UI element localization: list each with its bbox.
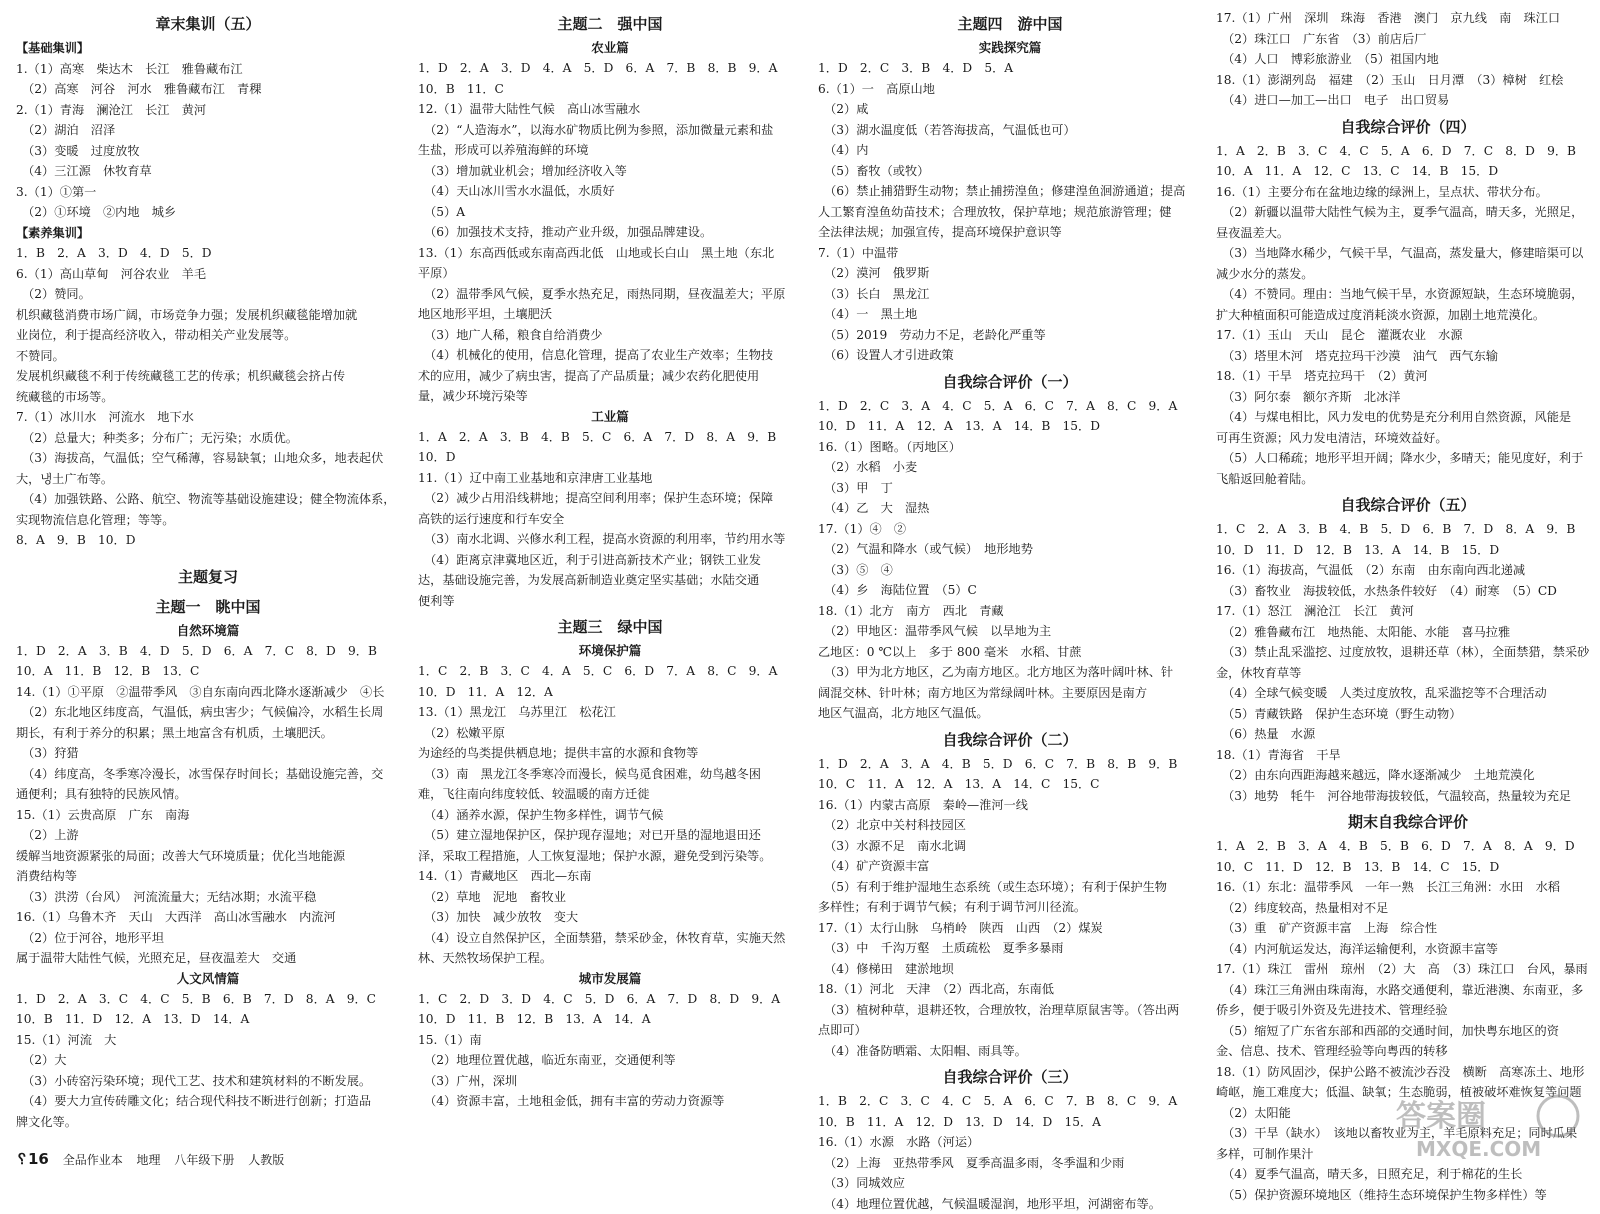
answer-line: （2）珠江口 广东省 （3）前店后厂	[1216, 29, 1600, 50]
answer-line: （4）人口 博彩旅游业 （5）祖国内地	[1216, 49, 1600, 70]
answer-line: 实现物流信息化管理；等等。	[16, 510, 400, 531]
answer-line: 全法律法规；加强宣传，提高环境保护意识等	[818, 222, 1202, 243]
answer-line: 金，休牧育草等	[1216, 663, 1600, 684]
page-number: ␦16	[16, 1150, 49, 1168]
book-grade: 八年级下册	[174, 1153, 234, 1167]
answer-line: （3）地广人稀，粮食自给消费少	[418, 325, 802, 346]
answer-line: 1．D 2．C 3．A 4．C 5．A 6．C 7．A 8．C 9．A	[818, 396, 1202, 417]
answer-line: 16.（1）内蒙古高原 秦岭—淮河一线	[818, 795, 1202, 816]
answer-line: 1．B 2．A 3．D 4．D 5．D	[16, 243, 400, 264]
answer-line: （5）畜牧（或牧）	[818, 161, 1202, 182]
answer-line: 崎岖，施工难度大；低温、缺氧；生态脆弱，植被破坏难恢复等问题	[1216, 1082, 1600, 1103]
answer-line: 金、信息、技术、管理经验等向粤西的转移	[1216, 1041, 1600, 1062]
answer-line: （3）狩猎	[16, 743, 400, 764]
column-3	[818, 8, 1202, 1214]
answer-line: 阔混交林、针叶林；南方地区为常绿阔叶林。主要原因是南方	[818, 683, 1202, 704]
answer-line: （4）纬度高，冬季寒冷漫长，冰雪保存时间长；基础设施完善，交	[16, 764, 400, 785]
answer-line: 人工繁育湟鱼幼苗技术；合理放牧，保护草地；规范旅游管理；健	[818, 202, 1202, 223]
answer-line: （2）漠河 俄罗斯	[818, 263, 1202, 284]
answer-line: （2）总量大；种类多；分布广；无污染；水质优。	[16, 428, 400, 449]
answer-line: 牌文化等。	[16, 1112, 400, 1133]
answer-line: （3）同城效应	[818, 1173, 1202, 1194]
section-heading: 章末集训（五）	[16, 10, 400, 38]
section-heading: 自我综合评价（四）	[1216, 113, 1600, 141]
answer-line: （2）雅鲁藏布江 地热能、太阳能、水能 喜马拉雅	[1216, 622, 1600, 643]
section-heading: 主题三 绿中国	[418, 613, 802, 641]
section-heading: 主题二 强中国	[418, 10, 802, 38]
answer-line: 1．D 2．A 3．C 4．C 5．B 6．B 7．D 8．A 9．C	[16, 989, 400, 1010]
answer-line: 7.（1）中温带	[818, 243, 1202, 264]
answer-line: 大，냉土广布等。	[16, 469, 400, 490]
answer-line: 2.（1）青海 澜沧江 长江 黄河	[16, 100, 400, 121]
answer-line: （4）涵养水源，保护生物多样性，调节气候	[418, 805, 802, 826]
section-heading: 自我综合评价（五）	[1216, 491, 1600, 519]
answer-line: （3）中 千沟万壑 土质疏松 夏季多暴雨	[818, 938, 1202, 959]
answer-line: （2）位于河谷，地形平坦	[16, 928, 400, 949]
answer-line: （4）与煤电相比，风力发电的优势是充分利用自然资源，风能是	[1216, 407, 1600, 428]
answer-line: 10．A 11．A 12．C 13．C 14．B 15．D	[1216, 161, 1600, 182]
answer-line: 10．D 11．D 12．B 13．A 14．B 15．D	[1216, 540, 1600, 561]
answer-line: 1．A 2．B 3．A 4．B 5．B 6．D 7．A 8．A 9．D	[1216, 836, 1600, 857]
answer-line: 1．B 2．C 3．C 4．C 5．A 6．C 7．B 8．C 9．A	[818, 1091, 1202, 1112]
answer-line: 林、天然牧场保护工程。	[418, 948, 802, 969]
answer-line: 16.（1）图略。（丙地区）	[818, 437, 1202, 458]
answer-line: （4）夏季气温高，晴天多，日照充足，利于棉花的生长	[1216, 1164, 1600, 1185]
answer-line: 1．D 2．C 3．B 4．D 5．A	[818, 58, 1202, 79]
answer-line: （3）甲为北方地区，乙为南方地区。北方地区为落叶阔叶林、针	[818, 662, 1202, 683]
answer-line: （4）距离京津冀地区近，利于引进高新技术产业；钢铁工业发	[418, 550, 802, 571]
answer-line: （4）进口—加工—出口 电子 出口贸易	[1216, 90, 1600, 111]
answer-line: 为途经的鸟类提供栖息地；提供丰富的水源和食物等	[418, 743, 802, 764]
answer-line: 18.（1）青海省 干旱	[1216, 745, 1600, 766]
answer-line: （2）水稻 小麦	[818, 457, 1202, 478]
answer-line: （3）变暖 过度放牧	[16, 141, 400, 162]
answer-line: （3）水源不足 南水北调	[818, 836, 1202, 857]
answer-line: 10．D	[418, 447, 802, 468]
answer-line: （3）南水北调、兴修水利工程，提高水资源的利用率，节约用水等	[418, 529, 802, 550]
answer-line: 16.（1）海拔高，气温低 （2）东南 由东南向西北递减	[1216, 560, 1600, 581]
answer-line: （5）2019 劳动力不足，老龄化严重等	[818, 325, 1202, 346]
answer-line: （3）阿尔泰 额尔齐斯 北冰洋	[1216, 387, 1600, 408]
answer-line: 发展机织藏毯不利于传统藏毯工艺的传承；机织藏毯会挤占传	[16, 366, 400, 387]
section-spacer	[16, 551, 400, 561]
answer-line: （2）温带季风气候，夏季水热充足，雨热同期，昼夜温差大；平原	[418, 284, 802, 305]
answer-line: 地区气温高，北方地区气温低。	[818, 703, 1202, 724]
answer-line: 10．D 11．A 12．A	[418, 682, 802, 703]
answer-line: 13.（1）黑龙江 乌苏里江 松花江	[418, 702, 802, 723]
section-heading: 工业篇	[418, 407, 802, 427]
column-1	[16, 8, 400, 1132]
answer-line: 15.（1）南	[418, 1030, 802, 1051]
answer-line: （4）资源丰富，土地租金低，拥有丰富的劳动力资源等	[418, 1091, 802, 1112]
answer-line: 18.（1）干旱 塔克拉玛干 （2）黄河	[1216, 366, 1600, 387]
answer-line: （2）东北地区纬度高，气温低，病虫害少；气候偏冷，水稻生长周	[16, 702, 400, 723]
section-heading: 主题四 游中国	[818, 10, 1202, 38]
answer-line: 扩大种植面积可能造成过度消耗淡水资源，加剧土地荒漠化。	[1216, 305, 1600, 326]
answer-line: （3）植树种草，退耕还牧，合理放牧，治理草原鼠害等。（答出两	[818, 1000, 1202, 1021]
answer-line: 缓解当地资源紧张的局面；改善大气环境质量；优化当地能源	[16, 846, 400, 867]
answer-line: 16.（1）东北：温带季风 一年一熟 长江三角洲：水田 水稻	[1216, 877, 1600, 898]
answer-line: （4）内	[818, 140, 1202, 161]
answer-line: 1．C 2．B 3．C 4．A 5．C 6．D 7．A 8．C 9．A	[418, 661, 802, 682]
watermark-text: 答案圈	[1396, 1099, 1486, 1134]
answer-line: （5）人口稀疏；地形平坦开阔；降水少，多晴天；能见度好，利于	[1216, 448, 1600, 469]
answer-line: 消费结构等	[16, 866, 400, 887]
answer-line: （3）禁止乱采滥挖、过度放牧，退耕还草（林），全面禁猎，禁采砂	[1216, 642, 1600, 663]
answer-line: （2）减少占用沿线耕地；提高空间利用率；保护生态环境；保障	[418, 488, 802, 509]
answer-line: （4）内河航运发达，海洋运输便利，水资源丰富等	[1216, 939, 1600, 960]
answer-line: （2）大	[16, 1050, 400, 1071]
answer-line: （5）建立湿地保护区，保护现存湿地；对已开垦的湿地退田还	[418, 825, 802, 846]
watermark-logo	[1386, 1092, 1586, 1164]
answer-line: （3）畜牧业 海拔较低，水热条件较好 （4）耐寒 （5）CD	[1216, 581, 1600, 602]
answer-line: （4）加强铁路、公路、航空、物流等基础设施建设；健全物流体系，	[16, 489, 400, 510]
answer-line: （2）纬度较高，热量相对不足	[1216, 898, 1600, 919]
answer-line: （3）洪涝（台风） 河流流量大；无结冰期；水流平稳	[16, 887, 400, 908]
answer-line: （6）设置人才引进政策	[818, 345, 1202, 366]
answer-line: 10．B 11．A 12．D 13．D 14．D 15．A	[818, 1112, 1202, 1133]
answer-line: （3）地势 牦牛 河谷地带海拔较低，气温较高，热量较为充足	[1216, 786, 1600, 807]
section-heading: 人文风情篇	[16, 969, 400, 989]
answer-line: 10．C 11．A 12．A 13．A 14．C 15．C	[818, 774, 1202, 795]
answer-line: 10．C 11．D 12．B 13．B 14．C 15．D	[1216, 857, 1600, 878]
answer-line: （2）赞同。	[16, 284, 400, 305]
answer-line: 17.（1）珠江 雷州 琼州 （2）大 高 （3）珠江口 台风，暴雨	[1216, 959, 1600, 980]
answer-line: （6）加强技术支持，推动产业升级，加强品牌建设。	[418, 222, 802, 243]
answer-line: 12.（1）温带大陆性气候 高山冰雪融水	[418, 99, 802, 120]
section-heading: 城市发展篇	[418, 969, 802, 989]
answer-line: （4）乡 海陆位置 （5）C	[818, 580, 1202, 601]
answer-line: 3.（1）①第一	[16, 182, 400, 203]
answer-line: （2）由东向西距海越来越远，降水逐渐减少 土地荒漠化	[1216, 765, 1600, 786]
answer-line: 10．A 11．B 12．B 13．C	[16, 661, 400, 682]
answer-line: （5）A	[418, 202, 802, 223]
answer-line: （6）热量 水源	[1216, 724, 1600, 745]
answer-line: （2）上海 亚热带季风 夏季高温多雨，冬季温和少雨	[818, 1153, 1202, 1174]
answer-line: （4）机械化的使用，信息化管理，提高了农业生产效率；生物技	[418, 345, 802, 366]
answer-line: 期长，有利于养分的积累；黑土地富含有机质，土壤肥沃。	[16, 723, 400, 744]
answer-line: （2）①环境 ②内地 城乡	[16, 202, 400, 223]
answer-line: 6.（1）一 高原山地	[818, 79, 1202, 100]
answer-line: （3）长白 黑龙江	[818, 284, 1202, 305]
book-edition: 人教版	[248, 1153, 284, 1167]
answer-line: 不赞同。	[16, 346, 400, 367]
section-heading: 实践探究篇	[818, 38, 1202, 58]
answer-line: （3）增加就业机会；增加经济收入等	[418, 161, 802, 182]
answer-line: 乙地区：0 ℃以上 多于 800 毫米 水稻、甘蔗	[818, 642, 1202, 663]
section-heading: 自我综合评价（三）	[818, 1063, 1202, 1091]
answer-line: 业岗位，利于提高经济收入，带动相关产业发展等。	[16, 325, 400, 346]
book-series: 全品作业本	[63, 1153, 123, 1167]
section-heading: 自我综合评价（一）	[818, 368, 1202, 396]
answer-line: 7.（1）冰川水 河流水 地下水	[16, 407, 400, 428]
answer-line: （5）缩短了广东省东部和西部的交通时间，加快粤东地区的资	[1216, 1021, 1600, 1042]
section-heading: 农业篇	[418, 38, 802, 58]
answer-line: （3）海拔高，气温低；空气稀薄，容易缺氧；山地众多，地表起伏	[16, 448, 400, 469]
answer-line: 地区地形平坦，土壤肥沃	[418, 304, 802, 325]
answer-line: 16.（1）水源 水路（河运）	[818, 1132, 1202, 1153]
answer-line: （3）小砖窑污染环境；现代工艺、技术和建筑材料的不断发展。	[16, 1071, 400, 1092]
section-heading: 自我综合评价（二）	[818, 726, 1202, 754]
answer-line: 1.（1）高寒 柴达木 长江 雅鲁藏布江	[16, 59, 400, 80]
answer-line: （4）全球气候变暖 人类过度放牧，乱采滥挖等不合理活动	[1216, 683, 1600, 704]
answer-line: 量，减少环境污染等	[418, 386, 802, 407]
answer-line: （4）修梯田 建淤地坝	[818, 959, 1202, 980]
answer-line: 1．C 2．D 3．D 4．C 5．D 6．A 7．D 8．D 9．A	[418, 989, 802, 1010]
answer-line: 泽，采取工程措施，人工恢复湿地；保护水源，避免受到污染等。	[418, 846, 802, 867]
watermark-url: MXQE.COM	[1416, 1137, 1541, 1161]
section-heading: 期末自我综合评价	[1216, 808, 1600, 836]
answer-line: （2）草地 泥地 畜牧业	[418, 887, 802, 908]
answer-line: 1．A 2．B 3．C 4．C 5．A 6．D 7．C 8．D 9．B	[1216, 141, 1600, 162]
answer-line: （2）松嫩平原	[418, 723, 802, 744]
answer-line: 1．D 2．A 3．D 4．A 5．D 6．A 7．B 8．B 9．A	[418, 58, 802, 79]
answer-line: 14.（1）①平原 ②温带季风 ③自东南向西北降水逐渐减少 ④长	[16, 682, 400, 703]
answer-line: （3）甲 丁	[818, 478, 1202, 499]
column-4	[1216, 8, 1600, 1205]
answer-line: 1．D 2．A 3．B 4．D 5．D 6．A 7．C 8．D 9．B	[16, 641, 400, 662]
answer-line: 点即可）	[818, 1020, 1202, 1041]
answer-line: 平原）	[418, 263, 802, 284]
section-heading: 主题复习	[16, 563, 400, 591]
answer-line: 1．D 2．A 3．A 4．B 5．D 6．C 7．B 8．B 9．B	[818, 754, 1202, 775]
answer-line: 多样性；有利于调节气候；有利于调节河川径流。	[818, 897, 1202, 918]
answer-line: 15.（1）河流 大	[16, 1030, 400, 1051]
answer-line: （3）南 黑龙江冬季寒冷而漫长，候鸟觅食困难，幼鸟越冬困	[418, 764, 802, 785]
answer-line: （4）不赞同。理由：当地气候干旱，水资源短缺，生态环境脆弱，	[1216, 284, 1600, 305]
answer-line: 多样，可制作果汁	[1216, 1144, 1600, 1165]
answer-line: （3）湖水温度低（若答海拔高，气温低也可）	[818, 120, 1202, 141]
answer-line: （3）重 矿产资源丰富 上海 综合性	[1216, 918, 1600, 939]
answer-line: （2）高寒 河谷 河水 雅鲁藏布江 青稞	[16, 79, 400, 100]
answer-line: （4）设立自然保护区，全面禁猎，禁采砂金，休牧育草，实施天然	[418, 928, 802, 949]
answer-line: 10．D 11．A 12．A 13．A 14．B 15．D	[818, 416, 1202, 437]
answer-line: 6.（1）高山草甸 河谷农业 羊毛	[16, 264, 400, 285]
answer-line: （2）湖泊 沼泽	[16, 120, 400, 141]
answer-line: 属于温带大陆性气候，光照充足，昼夜温差大 交通	[16, 948, 400, 969]
answer-line: 10．B 11．C	[418, 79, 802, 100]
answer-line: 8．A 9．B 10．D	[16, 530, 400, 551]
answer-line: 14.（1）青藏地区 西北—东南	[418, 866, 802, 887]
answer-line: 生盐，形成可以养殖海鲜的环境	[418, 140, 802, 161]
answer-line: 可再生资源；风力发电清洁，环境效益好。	[1216, 428, 1600, 449]
answer-line: （4）要大力宣传砖雕文化；结合现代科技不断进行创新；打造品	[16, 1091, 400, 1112]
answer-line: 侨乡，便于吸引外资及先进技术、管理经验	[1216, 1000, 1600, 1021]
answer-line: （3）当地降水稀少，气候干旱，气温高，蒸发量大，修建暗渠可以	[1216, 243, 1600, 264]
answer-line: （6）禁止捕猎野生动物；禁止捕捞湟鱼；修建湟鱼洄游通道；提高	[818, 181, 1202, 202]
answer-line: 16.（1）主要分布在盆地边缘的绿洲上，呈点状、带状分布。	[1216, 182, 1600, 203]
answer-line: 1．C 2．A 3．B 4．B 5．D 6．B 7．D 8．A 9．B	[1216, 519, 1600, 540]
answer-line: （5）青藏铁路 保护生态环境（野生动物）	[1216, 704, 1600, 725]
answer-line: 18.（1）防风固沙，保护公路不被流沙吞没 横断 高寒冻土、地形	[1216, 1062, 1600, 1083]
answer-line: （2）上游	[16, 825, 400, 846]
answer-line: 统藏毯的市场等。	[16, 387, 400, 408]
answer-line: 17.（1）太行山脉 乌梢岭 陕西 山西 （2）煤炭	[818, 918, 1202, 939]
answer-line: 17.（1）玉山 天山 昆仑 灌溉农业 水源	[1216, 325, 1600, 346]
answer-line: 18.（1）澎湖列岛 福建 （2）玉山 日月潭 （3）樟树 红桧	[1216, 70, 1600, 91]
answer-line: 达，基础设施完善，为发展高新制造业奠定坚实基础；水陆交通	[418, 570, 802, 591]
answer-line: 难，飞往南向纬度较低、较温暖的南方迁徙	[418, 784, 802, 805]
answer-line: （2）地理位置优越，临近东南亚，交通便利等	[418, 1050, 802, 1071]
answer-line: 16.（1）乌鲁木齐 天山 大西洋 高山冰雪融水 内流河	[16, 907, 400, 928]
answer-line: （4）准备防晒霜、太阳帽、雨具等。	[818, 1041, 1202, 1062]
answer-line: 机织藏毯消费市场广阔，市场竞争力强；发展机织藏毯能增加就	[16, 305, 400, 326]
answer-line: 15.（1）云贵高原 广东 南海	[16, 805, 400, 826]
book-subject: 地理	[137, 1153, 161, 1167]
answer-line: 17.（1）④ ②	[818, 519, 1202, 540]
answer-line: （3）⑤ ④	[818, 560, 1202, 581]
answer-line: （4）矿产资源丰富	[818, 856, 1202, 877]
answer-line: 便利等	[418, 591, 802, 612]
section-heading: 自然环境篇	[16, 621, 400, 641]
answer-line: （2）甲地区：温带季风气候 以旱地为主	[818, 621, 1202, 642]
answer-line: （2）新疆以温带大陆性气候为主，夏季气温高，晴天多，光照足，	[1216, 202, 1600, 223]
answer-line: （5）保护资源环境地区（维持生态环境保护生物多样性）等	[1216, 1185, 1600, 1206]
answer-line: （3）广州，深圳	[418, 1071, 802, 1092]
answer-line: 减少水分的蒸发。	[1216, 264, 1600, 285]
answer-line: （2）太阳能	[1216, 1103, 1600, 1124]
answer-line: （4）天山冰川雪水水温低，水质好	[418, 181, 802, 202]
answer-line: （2）“人造海水”，以海水矿物质比例为参照，添加微量元素和盐	[418, 120, 802, 141]
column-2	[418, 8, 802, 1112]
answer-line: （4）一 黑土地	[818, 304, 1202, 325]
answer-line: 术的应用，减少了病虫害，提高了产品质量；减少农药化肥使用	[418, 366, 802, 387]
section-heading: 环境保护篇	[418, 641, 802, 661]
answer-line: 17.（1）广州 深圳 珠海 香港 澳门 京九线 南 珠江口	[1216, 8, 1600, 29]
page-footer	[16, 1150, 294, 1168]
answer-line: 高铁的运行速度和行车安全	[418, 509, 802, 530]
section-heading: 【素养集训】	[16, 223, 400, 244]
answer-line: （4）三江源 休牧育草	[16, 161, 400, 182]
answer-line: 昼夜温差大。	[1216, 223, 1600, 244]
answer-line: （3）干旱（缺水） 该地以畜牧业为主，羊毛原料充足；同时瓜果	[1216, 1123, 1600, 1144]
answer-line: （4）乙 大 湿热	[818, 498, 1202, 519]
answer-line: （3）加快 减少放牧 变大	[418, 907, 802, 928]
answer-line: 17.（1）怒江 澜沧江 长江 黄河	[1216, 601, 1600, 622]
answer-line: （2）咸	[818, 99, 1202, 120]
section-heading: 【基础集训】	[16, 38, 400, 59]
answer-line: （2）气温和降水（或气候） 地形地势	[818, 539, 1202, 560]
answer-line: （4）地理位置优越，气候温暖湿润，地形平坦，河湖密布等。	[818, 1194, 1202, 1214]
answer-line: （3）塔里木河 塔克拉玛干沙漠 油气 西气东输	[1216, 346, 1600, 367]
answer-line: 13.（1）东高西低或东南高西北低 山地或长白山 黑土地（东北	[418, 243, 802, 264]
answer-line: （4）珠江三角洲由珠南海，水路交通便利，靠近港澳、东南亚，多	[1216, 980, 1600, 1001]
answer-line: 18.（1）北方 南方 西北 青藏	[818, 601, 1202, 622]
answer-line: 10．D 11．B 12．B 13．A 14．A	[418, 1009, 802, 1030]
section-heading: 主题一 眺中国	[16, 593, 400, 621]
answer-line: 1．A 2．A 3．B 4．B 5．C 6．A 7．D 8．A 9．B	[418, 427, 802, 448]
answer-line: 11.（1）辽中南工业基地和京津唐工业基地	[418, 468, 802, 489]
answer-line: （5）有利于维护湿地生态系统（或生态环境）；有利于保护生物	[818, 877, 1202, 898]
answer-line: （2）北京中关村科技园区	[818, 815, 1202, 836]
answer-line: 18.（1）河北 天津 （2）西北高，东南低	[818, 979, 1202, 1000]
answer-line: 10．B 11．D 12．A 13．D 14．A	[16, 1009, 400, 1030]
answer-line: 飞船返回舱着陆。	[1216, 469, 1600, 490]
answer-line: 通便利；具有独特的民族风情。	[16, 784, 400, 805]
